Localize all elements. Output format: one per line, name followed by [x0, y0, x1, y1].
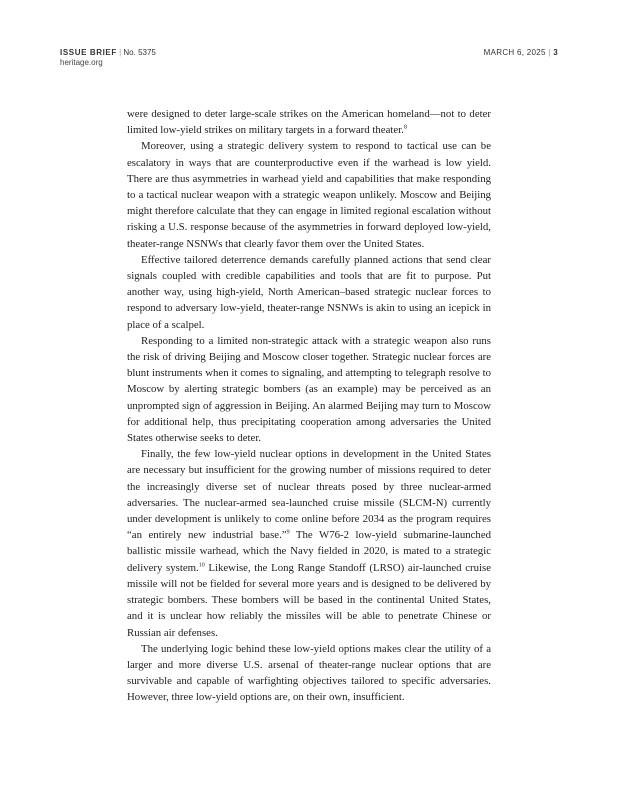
- footnote-ref[interactable]: 10: [198, 562, 205, 569]
- issue-number: No. 5375: [123, 48, 156, 57]
- paragraph: [127, 106, 491, 138]
- paragraph-text: The W76-2 low-yield submarine-launched ballistic missile warhead, which the Navy fielded in 2020, is mated to a strategic delivery system.: [127, 529, 492, 574]
- footnote-ref[interactable]: 9: [286, 529, 290, 536]
- issue-brief-label: ISSUE BRIEF: [60, 48, 117, 57]
- paragraph-text: The underlying logic behind these low-yield options makes clear the utility of a larger and more diverse U.S. arsenal of theater-range nuclear options that are survivable and capable of warfighting objectives tailored to specific adversaries. However, three low-yield options are, on their own, insufficient.: [127, 642, 491, 704]
- paragraph: [127, 252, 491, 333]
- paragraph-text: Responding to a limited non-strategic attack with a strategic weapon also runs the risk of driving Beijing and Moscow closer together. Strategic nuclear forces are blunt instruments when it comes to signaling, and attempting to telegraph resolve to Moscow by alerting strategic bombers (as an example) may be perceived as an unprompted sign of aggression in Beijing. An alarmed Beijing may turn to Moscow for additional help, thus precipitating cooperation among adversaries the United States otherwise seeks to deter.: [127, 334, 491, 445]
- site-url[interactable]: heritage.org: [60, 58, 103, 67]
- page-number: 3: [553, 48, 558, 57]
- paragraph-text: Likewise, the Long Range Standoff (LRSO) air-launched cruise missile will not be fielded for several more years and is designed to be delivered by strategic bombers. These bombers will be based in the continental United States, and it is unclear how reliably the missiles will be able to penetrate Chinese or Russian air defenses.: [127, 561, 492, 639]
- paragraph: [127, 138, 491, 251]
- paragraph: [127, 333, 491, 446]
- article-body: [127, 106, 491, 706]
- paragraph: [127, 641, 491, 706]
- header-right: [484, 48, 558, 57]
- header-left: [60, 48, 156, 67]
- publication-date: MARCH 6, 2025: [483, 48, 546, 57]
- footnote-ref[interactable]: 8: [403, 124, 407, 131]
- paragraph-text: Finally, the few low-yield nuclear options in development in the United States are necessary but insufficient for the growing number of missions required to deter the increasingly diverse set of nuclear threats posed by three nuclear-armed adversaries. The nuclear-armed sea-launched cruise missile (SLCM-N) currently under development is unlikely to come online before 2034 as the program requires “an entirely new industrial base.”: [127, 448, 491, 542]
- paragraph-text: Effective tailored deterrence demands carefully planned actions that send clear signals coupled with credible capabilities and tools that are fit to purpose. Put another way, using high-yield, North American–based strategic nuclear forces to respond to adversary low-yield, theater-range NSNWs is akin to using an icepick in place of a scalpel.: [127, 253, 491, 331]
- paragraph: [127, 446, 491, 640]
- paragraph-text: Moreover, using a strategic delivery system to respond to tactical use can be escalatory in ways that are counterproductive even if the warhead is low yield. There are thus asymmetries in warhead yield and capabilities that make responding to a tactical nuclear weapon with a strategic weapon unlikely. Moscow and Beijing might therefore calculate that they can engage in limited regional escalation without risking a U.S. response because of the asymmetries in forward deployed low-yield, theater-range NSNWs that clearly favor them over the United States.: [127, 140, 491, 250]
- paragraph-text: were designed to deter large-scale strikes on the American homeland—not to deter limited low-yield strikes on military targets in a forward theater.: [127, 108, 491, 137]
- header-separator-right: |: [548, 48, 551, 57]
- header-separator: |: [119, 48, 122, 57]
